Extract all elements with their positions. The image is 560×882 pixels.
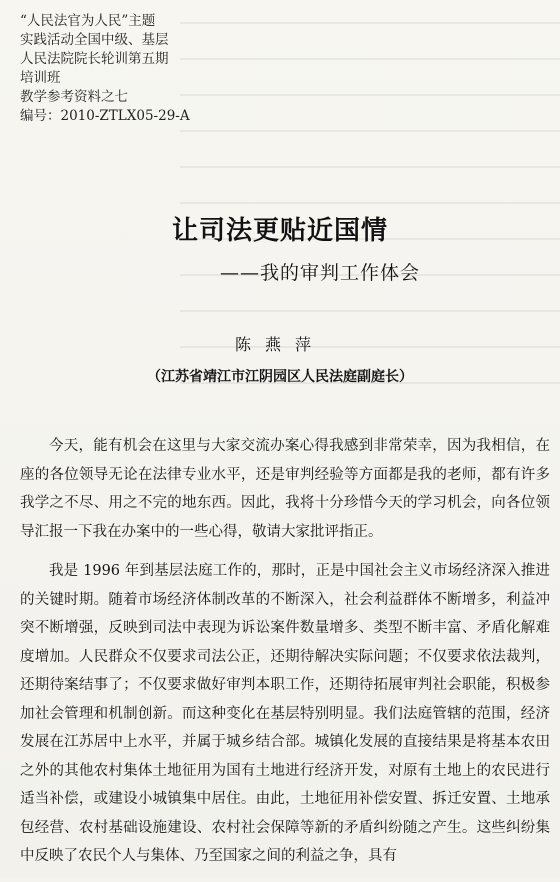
body-text	[20, 432, 550, 882]
header-line: 培训班	[20, 70, 61, 86]
paragraph: 今天，能有机会在这里与大家交流办案心得我感到非常荣幸，因为我相信，在座的各位领导无论在法律专业水平，还是审判经验等方面都是我的老师，都有许多我学之不尽、用之不完的地东西。因此，我将十分珍惜今天的学习机会，向各位领导汇报一下我在办案中的一些心得，敬请大家批评指正。	[20, 438, 550, 540]
header-line: 教学参考资料之七	[20, 89, 128, 105]
header-line: “人民法官为人民”主题	[20, 13, 156, 29]
author-affiliation: （江苏省靖江市江阴园区人民法庭副庭长）	[147, 369, 413, 385]
page-title: 让司法更贴近国情	[171, 216, 388, 246]
document-header	[20, 12, 280, 126]
document-number: 编号：2010-ZTLX05-29-A	[20, 108, 190, 124]
header-line: 实践活动全国中级、基层	[20, 32, 169, 48]
author-name: 陈燕萍	[234, 335, 325, 354]
header-line: 人民法院院长轮训第五期	[20, 51, 169, 67]
paragraph: 我是 1996 年到基层法庭工作的，那时，正是中国社会主义市场经济深入推进的关键时期。随着市场经济体制改革的不断深入，社会利益群体不断增多，利益冲突不断增强，反映到司法中表现为诉讼案件数量增多、类型不断丰富、矛盾化解难度增加。人民群众不仅要求司法公正，还期待解决实际问题；不仅要求依法裁判，还期待案结事了；不仅要求做好审判本职工作，还期待拓展审判社会职能，积极参加社会管理和机制创新。而这种变化在基层特别明显。我们法庭管辖的范围，经济发展在江苏居中上水平，并属于城乡结合部。城镇化发展的直接结果是将基本农田之外的其他农村集体土地征用为国有土地进行经济开发，对原有土地上的农民进行适当补偿，或建设小城镇集中居住。由此，土地征用补偿安置、拆迁安置、土地承包经营、农村基础设施建设、农村社会保障等新的矛盾纠纷随之产生。这些纠纷集中反映了农民个人与集体、乃至国家之间的利益之争，具有	[20, 563, 550, 864]
page-subtitle: ——我的审判工作体会	[220, 262, 421, 284]
